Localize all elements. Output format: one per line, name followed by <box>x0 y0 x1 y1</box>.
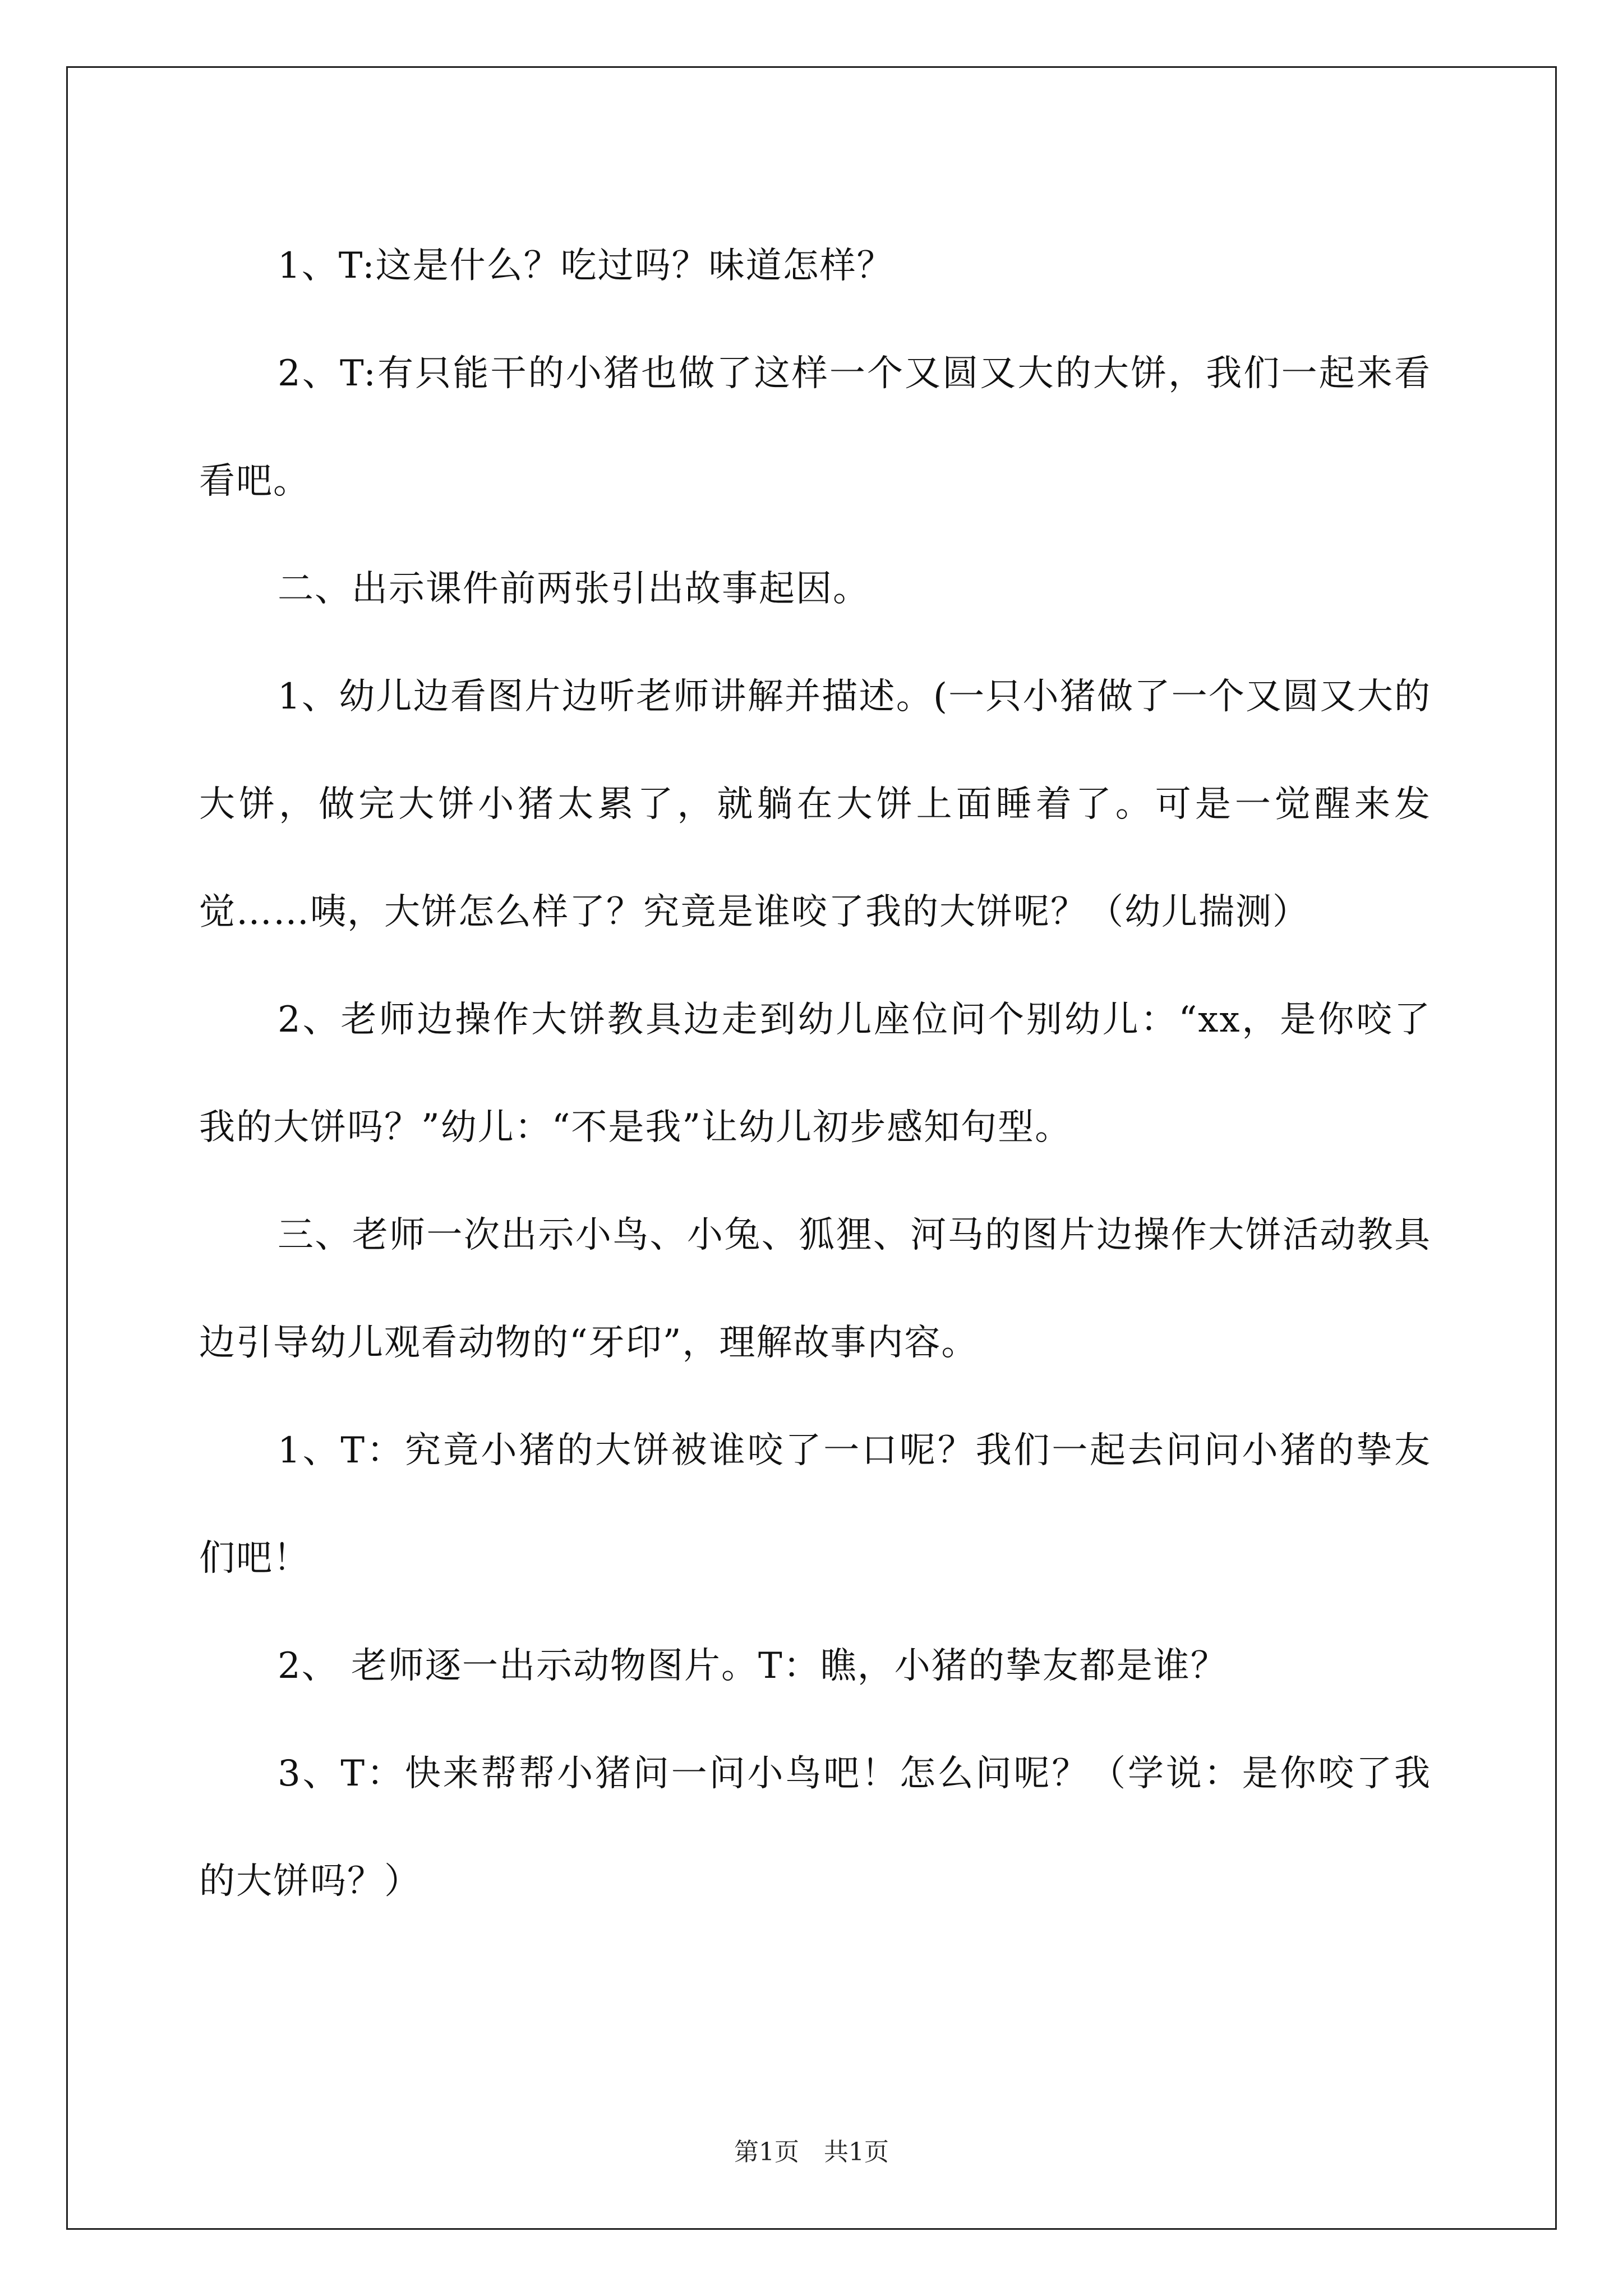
paragraph-3: 二、出示课件前两张引出故事起因。 <box>278 568 870 610</box>
document-body <box>199 212 1431 1935</box>
paragraph-4: 1、幼儿边看图片边听老师讲解并描述。(一只小猪做了一个又圆又大的大饼，做完大饼小猪太累了，就躺在大饼上面睡着了。可是一觉醒来发觉……咦，大饼怎么样了？究竟是谁咬了我的大饼呢？（幼儿揣测） <box>199 676 1431 933</box>
paragraph-9: 3、T：快来帮帮小猪问一问小鸟吧！怎么问呢？（学说：是你咬了我的大饼吗？） <box>199 1753 1431 1902</box>
paragraph-1: 1、T:这是什么？吃过吗？味道怎样？ <box>278 245 894 287</box>
paragraph-7: 1、T：究竟小猪的大饼被谁咬了一口呢？我们一起去问问小猪的挚友们吧！ <box>199 1430 1431 1579</box>
paragraph-5: 2、老师边操作大饼教具边走到幼儿座位问个别幼儿：“xx，是你咬了我的大饼吗？”幼儿：“不是我”让幼儿初步感知句型。 <box>199 999 1431 1148</box>
paragraph-8: 2、 老师逐一出示动物图片。T：瞧，小猪的挚友都是谁？ <box>278 1645 1228 1687</box>
paragraph-2: 2、T:有只能干的小猪也做了这样一个又圆又大的大饼，我们一起来看看吧。 <box>199 353 1431 502</box>
paragraph-6: 三、老师一次出示小鸟、小兔、狐狸、河马的图片边操作大饼活动教具边引导幼儿观看动物的“牙印”，理解故事内容。 <box>199 1214 1431 1364</box>
page-number-footer: 第1页 共1页 <box>734 2138 889 2166</box>
